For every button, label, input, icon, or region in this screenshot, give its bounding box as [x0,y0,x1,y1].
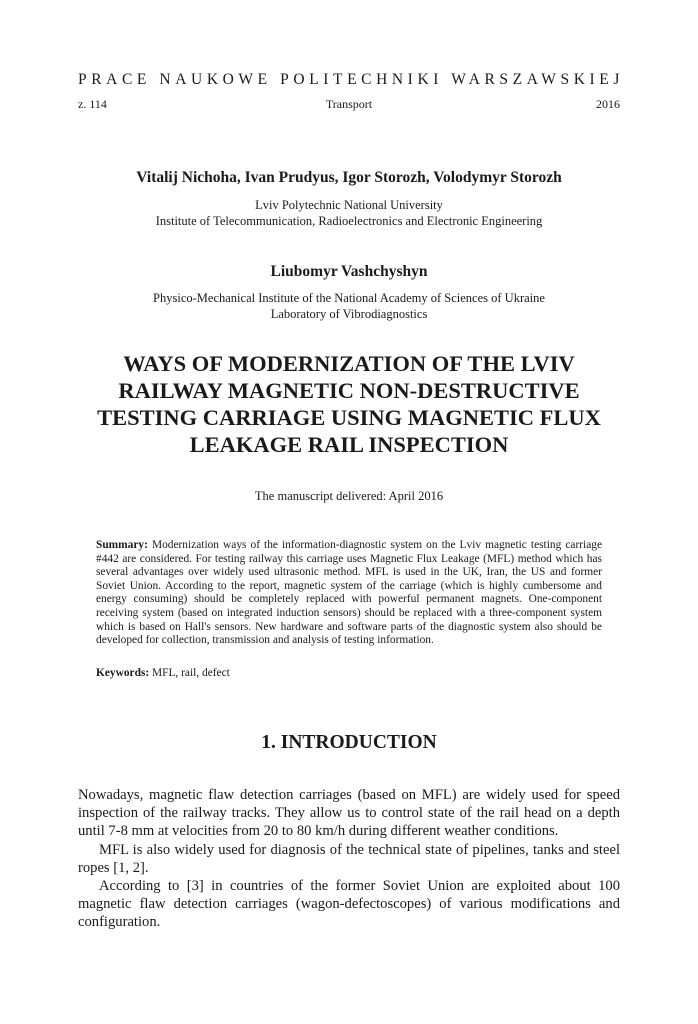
affiliation-academy: Physico-Mechanical Institute of the National Academy of Sciences of Ukraine [153,291,545,305]
keywords [96,666,602,680]
title-line: LEAKAGE RAIL INSPECTION [189,432,509,457]
title-line: TESTING CARRIAGE USING MAGNETIC FLUX [97,405,601,430]
body-paragraph: According to [3] in countries of the former Soviet Union are exploited about 100 magnetic flaw detection carriages (wagon-defectoscopes) of various modifications and configuration. [78,878,620,931]
paper-title [60,350,638,458]
body-paragraph: Nowadays, magnetic flaw detection carriages (based on MFL) are widely used for speed inspection of the railway tracks. They allow us to control state of the rail head on a depth until 7-8 mm at velocities from 20 to 80 km/h during different weather conditions. [78,787,620,840]
publication-year: 2016 [596,97,620,111]
keywords-label: Keywords: [96,667,150,679]
affiliation-university: Lviv Polytechnic National University [255,198,443,212]
title-line: RAILWAY MAGNETIC NON-DESTRUCTIVE [118,378,580,403]
keywords-text: MFL, rail, defect [149,667,230,679]
author-name-second-group: Liubomyr Vashchyshyn [270,263,428,280]
abstract-summary [96,539,602,648]
journal-meta-line [78,96,620,112]
title-line: WAYS OF MODERNIZATION OF THE LVIV [123,351,575,376]
affiliation-group-2 [60,290,638,322]
section-heading: 1. INTRODUCTION [261,732,437,753]
manuscript-delivered-date: The manuscript delivered: April 2016 [254,489,444,503]
author-names: Vitalij Nichoha, Ivan Prudyus, Igor Storozh, Volodymyr Storozh [136,169,562,186]
journal-title: PRACE NAUKOWE POLITECHNIKI WARSZAWSKIEJ [78,71,624,88]
volume-number: z. 114 [78,97,107,111]
affiliation-laboratory: Laboratory of Vibrodiagnostics [270,307,428,321]
affiliation-group-1 [60,197,638,229]
affiliation-institute: Institute of Telecommunication, Radioelectronics and Electronic Engineering [155,214,543,228]
summary-label: Summary: [96,539,148,551]
summary-text: Modernization ways of the information-diagnostic system on the Lviv magnetic testing carriage #442 are considered. For testing railway this carriage uses Magnetic Flux Leakage (MFL) method which has several advantages over widely used ultrasonic method. MFL is used in the UK, Iran, the US and former Soviet Union. According to the report, magnetic system of the carriage (which is highly cumbersome and energy consuming) should be completely replaced with powerful permanent magnets. One-component receiving system (based on integrated induction sensors) should be replaced with a three-component system which is based on Hall's sensors. New hardware and software parts of the diagnostic system also should be developed for collection, transmission and analysis of testing information. [96,539,602,647]
body-paragraph: MFL is also widely used for diagnosis of the technical state of pipelines, tanks and steel ropes [1, 2]. [78,841,620,876]
introduction-body [78,786,620,932]
series-name: Transport [325,97,373,111]
